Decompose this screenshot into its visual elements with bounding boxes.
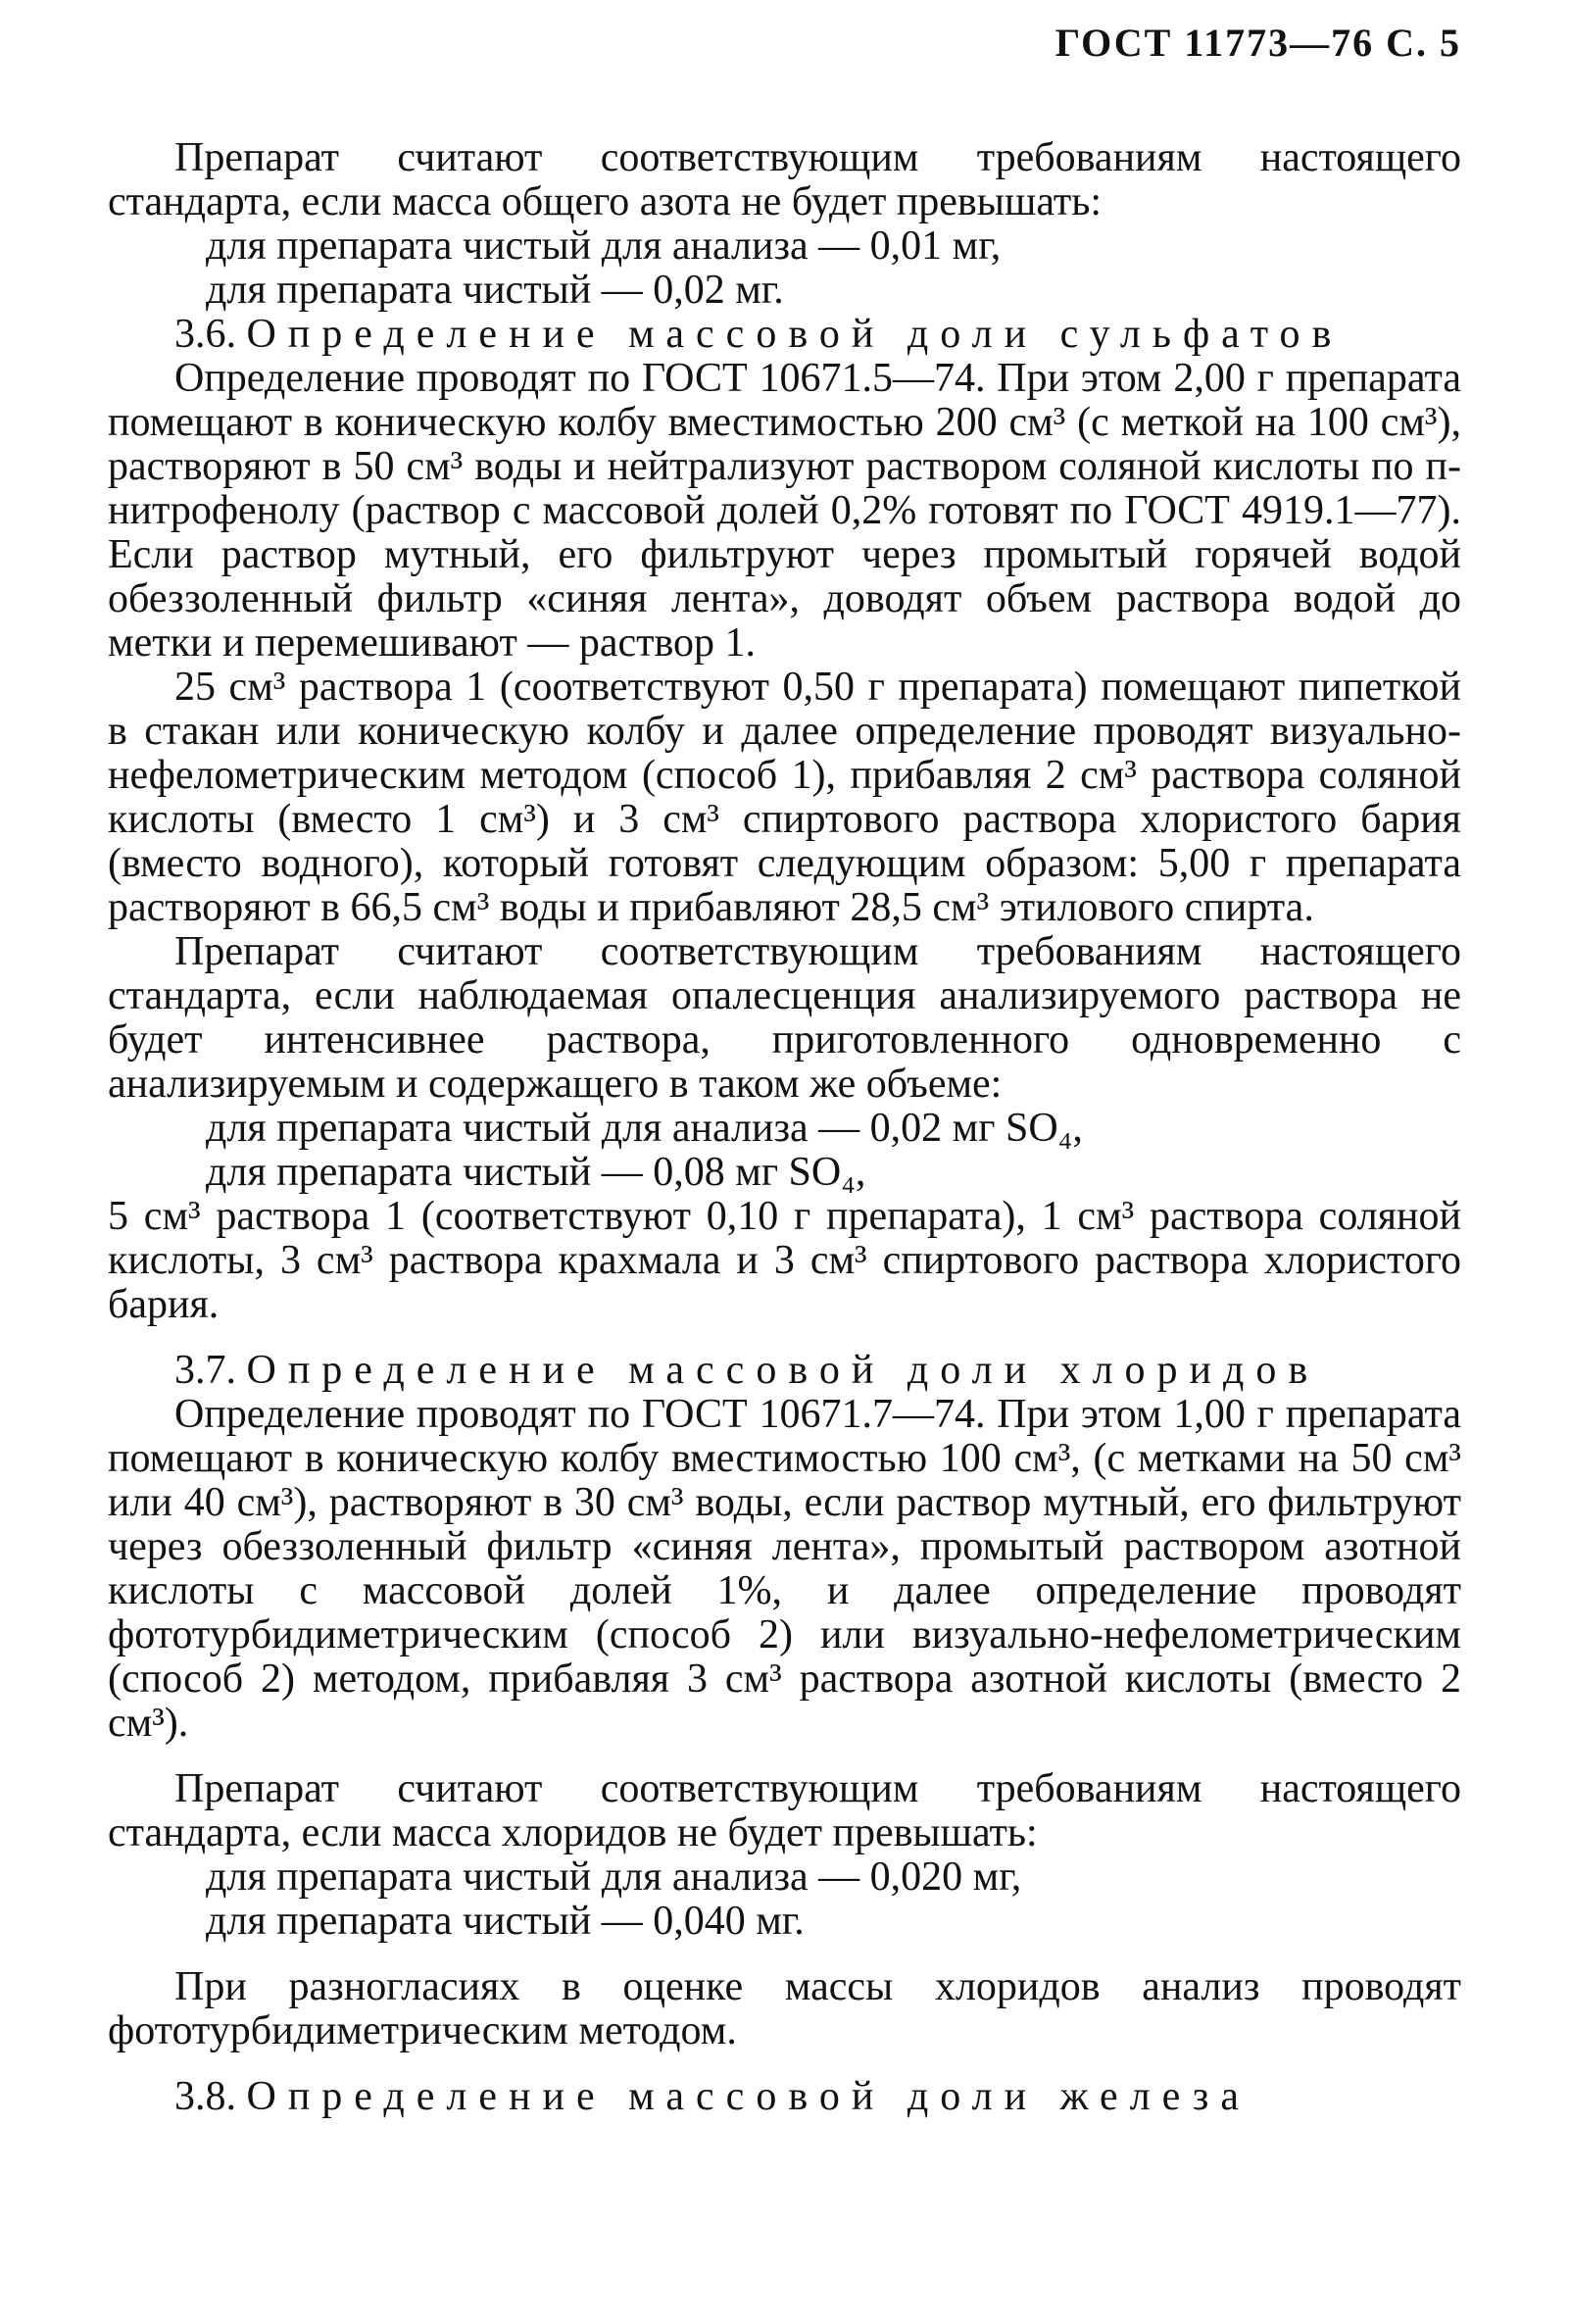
list-item: для препарата чистый для анализа — 0,01 мг, (206, 223, 1002, 269)
section-heading-3-6 (108, 313, 1461, 357)
list-item: для препарата чистый для анализа — 0,020 мг, (206, 1854, 1022, 1900)
list-item: для препарата чистый — 0,040 мг. (206, 1899, 805, 1944)
paragraph: Определение проводят по ГОСТ 10671.5—74. При этом 2,00 г препарата помещают в коническую колбу вместимостью 200 см³ (с меткой на 100 см³), растворяют в 50 см³ воды и нейтрализуют раствором соляной кислоты по п-нитрофенолу (раствор с массовой долей 0,2% готовят по ГОСТ 4919.1—77). Если раствор мутный, его фильтруют через промытый горячей водой обеззоленный фильтр «синяя лента», доводят объем раствора водой до метки и перемешивают — раствор 1. (108, 356, 1461, 666)
list-item: для препарата чистый — 0,02 мг. (206, 268, 784, 313)
section-number: 3.6. (174, 312, 247, 357)
section-number: 3.8. (174, 2074, 247, 2119)
section-number: 3.7. (174, 1348, 247, 1393)
section-heading-3-8 (108, 2075, 1461, 2119)
section-heading-3-7 (108, 1349, 1461, 1393)
paragraph: 5 см³ раствора 1 (соответствуют 0,10 г препарата), 1 см³ раствора соляной кислоты, 3 см³ раствора крахмала и 3 см³ спиртового раствора хлористого бария. (108, 1194, 1461, 1327)
paragraph: При разногласиях в оценке массы хлоридов анализ проводят фототурбидиметрическим методом. (108, 1964, 1461, 2053)
paragraph: Определение проводят по ГОСТ 10671.7—74. При этом 1,00 г препарата помещают в коническую колбу вместимостью 100 см³, (с метками на 50 см³ или 40 см³), растворяют в 30 см³ воды, если раствор мутный, его фильтруют через обеззоленный фильтр «синяя лента», промытый раствором азотной кислоты с массовой долей 1%, и далее определение проводят фототурбидиметрическим (способ 2) или визуально-нефелометрическим (способ 2) методом, прибавляя 3 см³ раствора азотной кислоты (вместо 2 см³). (108, 1392, 1461, 1746)
section-title: Определение массовой доли сульфатов (246, 312, 1344, 357)
page-header: ГОСТ 11773—76 С. 5 (1054, 21, 1461, 65)
list-item: для препарата чистый для анализа — 0,02 мг SO₄, (206, 1106, 1083, 1151)
section-title: Определение массовой доли хлоридов (246, 1348, 1320, 1393)
paragraph: Препарат считают соответствующим требованиям настоящего стандарта, если наблюдаемая опалесценция анализируемого раствора не будет интенсивнее раствора, приготовленного одновременно с анализируемым и содержащего в таком же объеме: (108, 929, 1461, 1107)
list-item: для препарата чистый — 0,08 мг SO₄, (206, 1150, 866, 1195)
paragraph: 25 см³ раствора 1 (соответствуют 0,50 г препарата) помещают пипеткой в стакан или коническую колбу и далее определение проводят визуально-нефелометрическим методом (способ 1), прибавляя 2 см³ раствора соляной кислоты (вместо 1 см³) и 3 см³ спиртового раствора хлористого бария (вместо водного), который готовят следующим образом: 5,00 г препарата растворяют в 66,5 см³ воды и прибавляют 28,5 см³ этилового спирта. (108, 665, 1461, 930)
paragraph: Препарат считают соответствующим требованиям настоящего стандарта, если масса общего азота не будет превышать: (108, 135, 1461, 224)
paragraph: Препарат считают соответствующим требованиям настоящего стандарта, если масса хлоридов не будет превышать: (108, 1766, 1461, 1855)
section-title: Определение массовой доли железа (246, 2074, 1251, 2119)
document-body (108, 136, 1461, 2119)
